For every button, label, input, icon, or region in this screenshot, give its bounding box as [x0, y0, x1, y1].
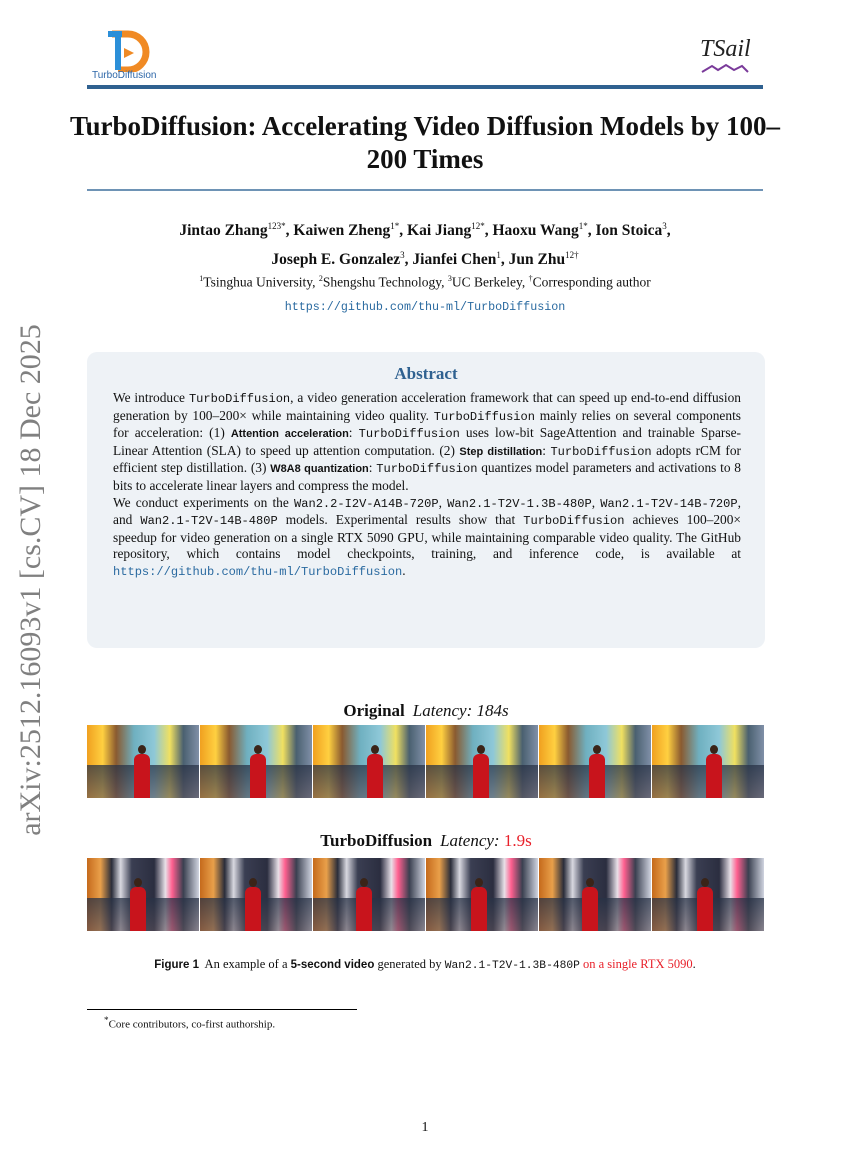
figure-head [360, 878, 368, 887]
abstract-title: Abstract [394, 364, 458, 383]
woman-in-red-dress [367, 754, 383, 798]
original-label [87, 701, 765, 721]
turbodiffusion-logo-icon [104, 30, 154, 72]
video-frame [200, 725, 313, 798]
caption-red: on a single RTX 5090 [579, 957, 693, 971]
page-number: 1 [421, 1120, 429, 1135]
video-frame [87, 725, 200, 798]
figure-head [710, 745, 718, 754]
code-name: TurboDiffusion [433, 409, 535, 424]
logo-text: TurboDiffusion [92, 70, 157, 81]
arxiv-id: arXiv:2512.16093v1 [cs.CV] 18 Dec 2025 [14, 324, 47, 836]
abstract-text: uses low-bit SageAttention and trainable Sparse-Linear Attention (SLA) to speed up attention computation. (2) [113, 425, 741, 458]
author [407, 222, 485, 239]
code-name: TurboDiffusion [523, 514, 625, 529]
abstract-text: : [368, 460, 377, 476]
code-name: Wan2.1-T2V-14B-720P [600, 496, 738, 511]
code-name: TurboDiffusion [358, 427, 460, 442]
author-affil-mark: 12* [471, 221, 485, 231]
author [509, 251, 579, 268]
woman-in-red-dress [250, 754, 266, 798]
video-frame [200, 858, 313, 931]
figure-head [475, 878, 483, 887]
code-name: Wan2.1-T2V-1.3B-480P [447, 496, 592, 511]
author-name: Joseph E. Gonzalez [271, 251, 401, 269]
tsail-logo-text: TSail [700, 36, 751, 62]
author [179, 222, 285, 239]
affil-mark: 3 [447, 274, 452, 283]
footnote-text: Core contributors, co-first authorship. [108, 1018, 276, 1031]
figure-head [138, 745, 146, 754]
video-frame [652, 725, 765, 798]
caption-model: Wan2.1-T2V-1.3B-480P [444, 960, 580, 972]
affil-name: Corresponding author [532, 274, 651, 290]
author-name: Haoxu Wang [492, 222, 579, 240]
abstract-paragraph [113, 495, 741, 581]
author-affil-mark: 123* [267, 221, 286, 231]
author-name: Jianfei Chen [412, 251, 497, 269]
woman-in-red-dress [356, 887, 372, 931]
abstract-text: quantizes model parameters and activations to 8 bits to accelerate linear layers and compress the model. [113, 460, 741, 493]
turbo-label [87, 831, 765, 851]
latency-label: Latency: [412, 701, 473, 720]
affil-mark: 2 [318, 274, 323, 283]
abstract-text: , [591, 494, 601, 510]
abstract-body [113, 390, 741, 581]
video-frame [652, 858, 765, 931]
video-frame [87, 858, 200, 931]
woman-in-red-dress [471, 887, 487, 931]
author-name: Ion Stoica [595, 222, 663, 240]
turbo-video-frames [87, 858, 765, 931]
turbodiffusion-logo [92, 30, 164, 82]
video-frame [426, 725, 539, 798]
author-affil-mark: 1* [578, 221, 588, 231]
author-affil-mark: 1* [390, 221, 400, 231]
abstract-text: , a video generation acceleration framework that can speed up end-to-end diffusion generation by 100–200× while maintaining video quality. [113, 390, 741, 423]
caption-text: An example of a [204, 957, 291, 971]
code-name: Wan2.1-T2V-14B-480P [140, 514, 278, 529]
author-affil-mark: 1 [496, 250, 501, 261]
woman-in-red-dress [130, 887, 146, 931]
abstract-text: achieves 100–200× speedup for video generation on a single RTX 5090 GPU, while maintaining comparable video quality. The GitHub repository, which contains model checkpoints, training, and inference code, is available at [113, 512, 741, 562]
video-frame [539, 725, 652, 798]
footnote [104, 1015, 275, 1031]
author-affil-mark: 12† [565, 250, 579, 261]
turbo-latency: 1.9s [503, 831, 532, 850]
tsail-logo [700, 36, 760, 80]
abstract-text: We introduce [113, 390, 189, 405]
author [293, 222, 399, 239]
woman-in-red-dress [582, 887, 598, 931]
video-frame [313, 858, 426, 931]
author-name: Jintao Zhang [179, 222, 268, 240]
woman-in-red-dress [697, 887, 713, 931]
code-name: TurboDiffusion [550, 444, 652, 459]
original-method: Original [343, 701, 405, 720]
bold-term: Attention acceleration [230, 428, 349, 441]
figure-head [701, 878, 709, 887]
author [596, 222, 667, 239]
affil-name: UC Berkeley [451, 274, 522, 290]
code-name: TurboDiffusion [376, 462, 478, 477]
code-name: TurboDiffusion [188, 392, 291, 406]
figure-head [593, 745, 601, 754]
caption-label: Figure 1 [154, 959, 199, 971]
caption-text: . [692, 957, 696, 971]
abstract-paragraph [113, 390, 741, 495]
woman-in-red-dress [589, 754, 605, 798]
abstract-link[interactable]: https://github.com/thu-ml/TurboDiffusion [113, 564, 403, 579]
footnote-mark: * [104, 1015, 109, 1025]
abstract-text: , [438, 494, 448, 510]
abstract-text: : [542, 442, 551, 458]
author-affil-mark: 3 [662, 221, 667, 231]
affiliations: $^1$Tsinghua University, $^2$Shengshu Technology, $^3$UC Berkeley, †Corresponding author [199, 274, 651, 290]
code-name: Wan2.2-I2V-A14B-720P [294, 496, 439, 511]
paper-title: TurboDiffusion: Accelerating Video Diffusion Models by 100–200 Times [69, 111, 781, 174]
tsail-wave-icon [700, 63, 750, 73]
affil-mark: 1 [199, 274, 204, 283]
figure-head [134, 878, 142, 887]
footnote-rule [87, 1009, 357, 1010]
abstract-text: adopts rCM for efficient step distillation. (3) [113, 442, 741, 476]
author-list: Jintao Zhang$^{123*}$, Kaiwen Zheng$^{1*}$, Kai Jiang$^{12*}$, Haoxu Wang$^{1*}$, Ion Stoica$^3$, Joseph E. Gonzalez$^3$, Jianfei Chen$^1$, Jun Zhu$^{12\dagger}$ [179, 221, 671, 269]
latency-label: Latency: [440, 831, 500, 850]
affil-name: Tsinghua University [203, 274, 313, 290]
figure-head [249, 878, 257, 887]
author [492, 222, 587, 239]
abstract-text: mainly relies on several components for acceleration: (1) [113, 407, 742, 441]
figure-head [477, 745, 485, 754]
woman-in-red-dress [134, 754, 150, 798]
affil-name: Shengshu Technology [322, 274, 442, 290]
bold-term: W8A8 quantization [270, 463, 369, 476]
author-affil-mark: 3 [400, 250, 405, 261]
caption-text: generated by [374, 957, 445, 971]
author [271, 251, 404, 268]
abstract-text: : [348, 425, 359, 441]
author-name: Jun Zhu [508, 251, 566, 269]
video-frame [539, 858, 652, 931]
figure-head [254, 745, 262, 754]
caption-bold: 5-second video [290, 959, 375, 971]
affil-mark: † [528, 274, 533, 283]
turbo-method: TurboDiffusion [320, 831, 433, 850]
author-name: Kai Jiang [407, 222, 472, 240]
repo-link[interactable] [90, 298, 760, 314]
woman-in-red-dress [245, 887, 261, 931]
woman-in-red-dress [706, 754, 722, 798]
video-frame [426, 858, 539, 931]
author-name: Kaiwen Zheng [293, 222, 391, 240]
author [412, 251, 500, 268]
original-latency: 184s [476, 701, 509, 720]
figure-head [586, 878, 594, 887]
arxiv-sidebar-stamp [6, 300, 56, 860]
woman-in-red-dress [473, 754, 489, 798]
abstract-text: . [402, 562, 406, 578]
header-rule [87, 85, 763, 89]
repo-url[interactable]: https://github.com/thu-ml/TurboDiffusion [284, 300, 566, 314]
figure-head [371, 745, 379, 754]
bold-term: Step distillation [459, 445, 543, 458]
video-frame [313, 725, 426, 798]
abstract-text: models. Experimental results show that [277, 512, 524, 528]
abstract-text: We conduct experiments on the [113, 494, 295, 510]
original-video-frames [87, 725, 765, 798]
figure-caption [60, 957, 790, 972]
abstract-text: , and [113, 494, 741, 528]
title-rule [87, 189, 763, 191]
